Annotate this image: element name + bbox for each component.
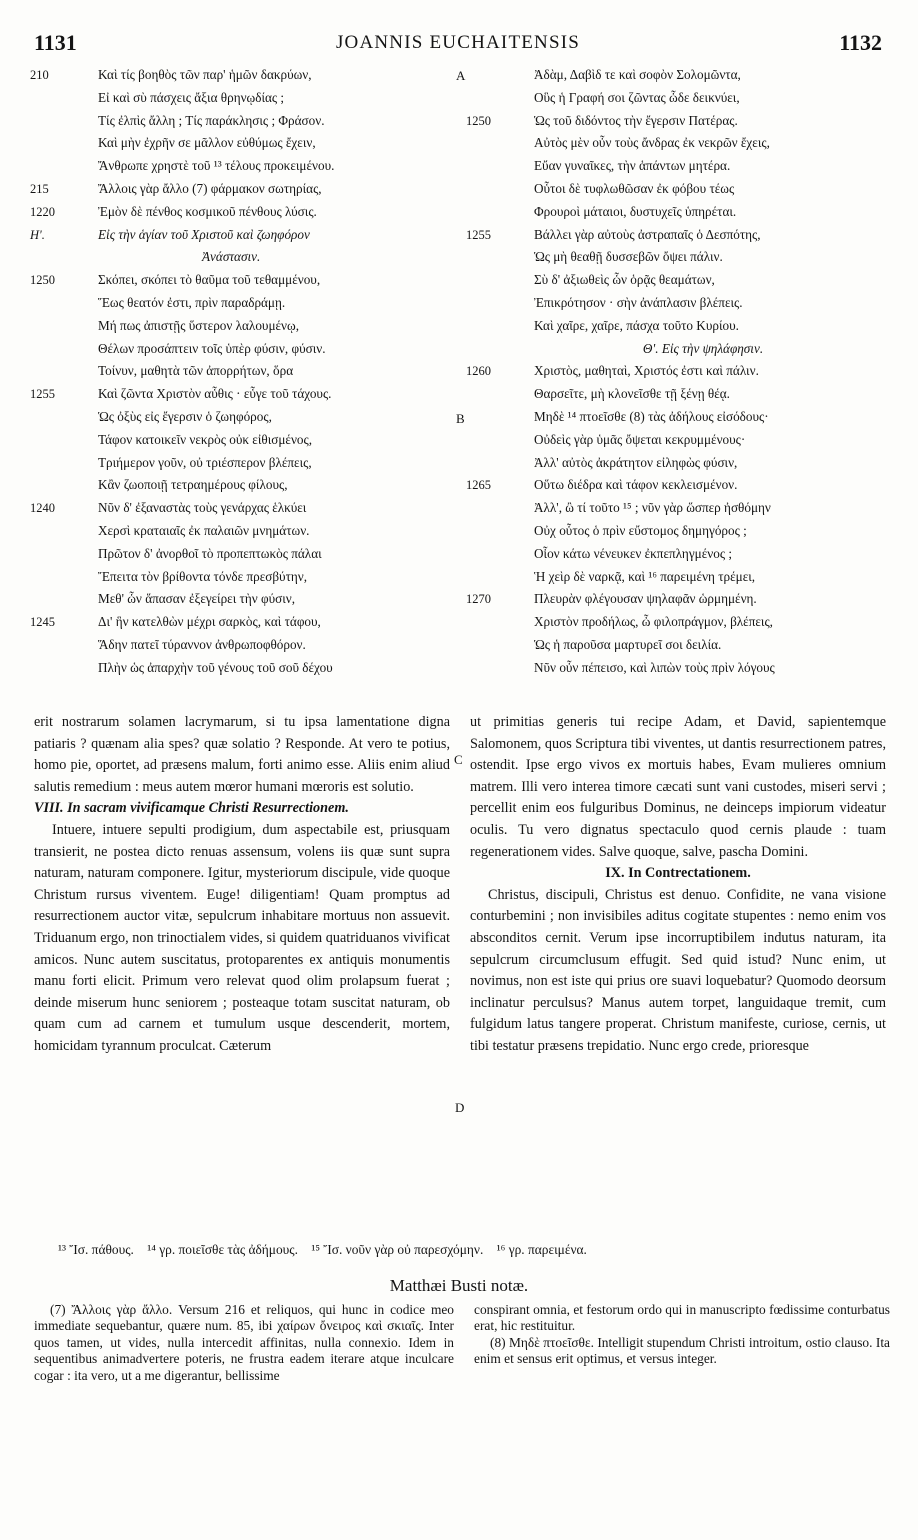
verse-text: Οὓς ἡ Γραφή σοι ζῶντας ὧδε δεικνύει, [534, 89, 740, 105]
verse-number: 1270 [466, 592, 491, 607]
verse-text: Νῦν δ' ἐξαναστὰς τοὺς γενάρχας ἑλκύει [98, 500, 307, 516]
footnotes [58, 1242, 888, 1258]
verse-text: Μηδὲ ¹⁴ πτοεῖσθε (8) τὰς ἀδήλους εἰσόδους· [534, 408, 769, 424]
column-marker-a: A [456, 68, 466, 83]
verse-line [82, 429, 452, 452]
section-heading-ix: IX. In Contrectationem. [605, 865, 751, 882]
verse-text: Ἡ χεὶρ δὲ ναρκᾷ, καὶ ¹⁶ παρειμένη τρέμει, [534, 568, 756, 584]
verse-text: Οὐδεὶς γὰρ ὑμᾶς ὄψεται κεκρυμμένους· [534, 431, 746, 447]
verse-text: Φρουροὶ μάταιοι, δυστυχεῖς ὑπηρέται. [534, 203, 737, 219]
verse-number: 1255 [30, 387, 55, 402]
verse-line [518, 520, 888, 543]
verse-number: 1240 [30, 501, 55, 516]
verse-line [82, 406, 452, 429]
verse-line [30, 269, 452, 292]
verse-line [82, 360, 452, 383]
verse-text: Εὔαν γυναῖκες, τὴν ἁπάντων μητέρα. [534, 158, 731, 174]
verse-line [82, 315, 452, 338]
verse-number: 210 [30, 68, 49, 82]
verse-line [518, 269, 888, 292]
verse-line [518, 132, 888, 155]
verse-text: Εἰς τὴν ἁγίαν τοῦ Χριστοῦ καὶ ζωηφόρον [98, 226, 310, 242]
verse-line [518, 566, 888, 589]
verse-text: Οὗτοι δὲ τυφλωθῶσαν ἐκ φόβου τέως [534, 180, 735, 196]
verse-text: Πρῶτον δ' ἀνορθοῖ τὸ προπεπτωκὸς πάλαι [98, 545, 322, 561]
verse-text: Αὐτὸς μὲν οὖν τοὺς ἄνδρας ἐκ νεκρῶν ἔχεις, [534, 135, 770, 151]
verse-line [518, 87, 888, 110]
verse-text: Μή πως ἀπιστῇς ὕστερον λαλουμένῳ, [98, 317, 299, 333]
verse-text: Τίς ἐλπὶς ἄλλη ; Τίς παράκλησις ; Φράσον. [98, 112, 325, 128]
verse-text: Πλευρὰν φλέγουσαν ψηλαφᾶν ὡρμημένη. [534, 591, 757, 607]
latin-column-left [34, 712, 450, 1058]
column-marker-c: C [454, 752, 463, 767]
verse-text: Ἄλλοις γὰρ ἄλλο (7) φάρμακον σωτηρίας, [98, 180, 322, 196]
verse-line [518, 543, 888, 566]
verse-text: Σὺ δ' ἀξιωθεὶς ὧν ὁρᾷς θεαμάτων, [534, 272, 715, 288]
verse-text: Ἀνάστασιν. [202, 249, 261, 265]
verse-text: Οὐχ οὗτος ὁ πρὶν εὔστομος δημηγόρος ; [534, 522, 747, 538]
verse-text: Ὡς ἡ παροῦσα μαρτυρεῖ σοι δειλία. [534, 636, 722, 652]
verse-text: Ὡς τοῦ διδόντος τὴν ἔγερσιν Πατέρας. [534, 112, 738, 128]
verse-text: Ἐμὸν δὲ πένθος κοσμικοῦ πένθους λύσις. [98, 203, 317, 219]
latin-paragraph: erit nostrarum solamen lacrymarum, si tu ipsa lamentatione digna patiaris ? quænam alia spes? quæ solatio ? Responde. At vero te potius, homo pie, oportet, ad præsens malum, forti animo esse. Aliis enim aliud salutis remedium : meus autem mœror humani mœroris est solutio. [34, 714, 450, 795]
verse-text: Θ'. Εἰς τὴν ψηλάφησιν. [642, 340, 764, 356]
verse-line [518, 429, 888, 452]
page-number-right: 1132 [839, 30, 882, 55]
verse-line [82, 155, 452, 178]
verse-line [82, 657, 452, 680]
verse-line [466, 588, 888, 611]
verse-text: Ἅδην πατεῖ τύραννον ἀνθρωποφθόρον. [98, 636, 306, 652]
verse-line [82, 474, 452, 497]
note-paragraph: (7) Ἄλλοις γὰρ ἄλλο. Versum 216 et reliquos, qui hunc in codice meo immediate sequebantur, quære num. 85, ibi χαίρων ὄνειρος καὶ σκιαῖς. Inter quos tamen, ut vides, nulla intercedit affinitas, nulla connexio. Idem in sequentibus animadvertere poteris, ne frustra eadem iterare atque inculcare cogar : ita vero, ut a me digerantur, bellissime [34, 1302, 454, 1383]
verse-line [518, 383, 888, 406]
page-header [34, 30, 882, 60]
running-title: JOANNIS EUCHAITENSIS [335, 32, 581, 53]
verse-text: Οὕτω διέδρα καὶ τάφον κεκλεισμένον. [534, 477, 738, 493]
verse-text: Ἀλλ', ὢ τί τοῦτο ¹⁵ ; νῦν γὰρ ὥσπερ ἠσθόμην [534, 500, 771, 516]
verse-text: Καὶ ζῶντα Χριστὸν αὖθις · εὖγε τοῦ τάχους. [98, 386, 332, 402]
verse-text: Ἕως θεατόν ἐστι, πρὶν παραδράμῃ. [98, 294, 286, 310]
verse-text: Καὶ τίς βοηθὸς τῶν παρ' ἡμῶν δακρύων, [98, 67, 312, 82]
verse-line [30, 64, 452, 87]
verse-text: Δι' ἣν κατελθὼν μέχρι σαρκὸς, καὶ τάφου, [98, 614, 321, 630]
verse-line [518, 155, 888, 178]
verse-text: Καὶ μὴν ἐχρῆν σε μᾶλλον εὐθύμως ἔχειν, [98, 135, 316, 151]
verse-line [518, 338, 888, 361]
verse-line [518, 64, 888, 87]
verse-number: 1250 [466, 113, 491, 128]
footnote: ¹⁶ γρ. παρειμένα. [496, 1242, 587, 1257]
verse-text: Πλὴν ὡς ἀπαρχὴν τοῦ γένους τοῦ σοῦ δέχου [98, 659, 333, 675]
verse-line [82, 338, 452, 361]
greek-column-left [30, 64, 452, 680]
verse-line [82, 110, 452, 133]
verse-number: 1260 [466, 364, 491, 379]
latin-column-right [470, 712, 886, 1058]
latin-paragraph: Christus, discipuli, Christus est denuo. Confidite, ne vana visione conturbemini ; non invisibiles aditus cogitate stupentes : nemo enim vos absconditos cernit. Verum ipse incorruptibilem indutus naturam, ita sepulcrum circumclusum effugit. Sed quid istud? Nunc enim, ut novimus, non est iste qui prius ore suavi loquebatur? Quomodo deorsum inclinatur perculsus? Manus autem torpet, languidaque tremit, cum fulgidum latus tangere properat. Christum manifeste, curiose, cernis, ut tibi testatur præsens trepidatio. Nunc ergo crede, prioresque [470, 886, 886, 1054]
verse-line [30, 224, 452, 247]
verse-text: Χριστὸν προδήλως, ὦ φιλοπράγμον, βλέπεις, [534, 614, 773, 630]
verse-number: 1265 [466, 478, 491, 493]
note-paragraph: conspirant omnia, et festorum ordo qui in manuscripto fœdissime conturbatus erat, hic restituitur. [474, 1302, 890, 1334]
verse-text: Ἐπικρότησον · σὴν ἀνάπλασιν βλέπεις. [534, 294, 743, 310]
verse-line [30, 611, 452, 634]
latin-paragraph: Intuere, intuere sepulti prodigium, dum aspectabile est, priusquam transierit, ne postea dicto renuas assensum, volens iis quæ sunt supra naturam, naturam componere. Igitur, mysteriorum discipule, vide quoque Christum rursus viventem. Euge! diligentiam! Quam promptus ad resurrectionem auctor vitæ, sepulcrum inhabitare mortuus non assuevit. Triduanum ergo, non trinoctialem vides, si quidem quatriduanos vivificat amicos. Nunc autem suscitatus, protoparentes ex antiquis monumentis manu forti elicit. Primum vero relevat quod olim prolapsum fuerat ; deinde miserum hunc seniorem ; posteaque totam suscitat naturam, ob quam cum ad carnem et tumulum usque descenderit, mortem, homicidam tyrannum proculcat. Cæterum [34, 821, 450, 1054]
verse-text: Σκόπει, σκόπει τὸ θαῦμα τοῦ τεθαμμένου, [98, 272, 321, 288]
verse-text: Τάφον κατοικεῖν νεκρὸς οὐκ εἰθισμένος, [98, 431, 313, 447]
verse-line [82, 588, 452, 611]
notes-column-left [34, 1302, 454, 1384]
verse-number: 1245 [30, 615, 55, 630]
footnote: ¹³ Ἴσ. πάθους. [58, 1242, 134, 1257]
footnote: ¹⁴ γρ. ποιεῖσθε τὰς ἀδήμους. [147, 1242, 298, 1257]
verse-line [466, 224, 888, 247]
verse-line [82, 566, 452, 589]
section-heading-viii: VIII. In sacram vivificamque Christi Resurrectionem. [34, 800, 349, 817]
verse-line [466, 474, 888, 497]
footnote: ¹⁵ Ἴσ. νοῦν γὰρ οὐ παρεσχόμην. [311, 1242, 484, 1257]
note-paragraph: (8) Μηδὲ πτοεῖσθε. Intelligit stupendum Christi introitum, ostio clauso. Ita enim et sensus erit optimus, et versus integer. [474, 1334, 890, 1367]
verse-number: 1250 [30, 273, 55, 288]
verse-number: 1220 [30, 204, 55, 219]
verse-line [82, 246, 452, 269]
verse-line [518, 657, 888, 680]
verse-line [518, 178, 888, 201]
verse-line [30, 383, 452, 406]
verse-text: Θέλων προσάπτειν τοῖς ὑπὲρ φύσιν, φύσιν. [98, 340, 326, 356]
verse-number: 215 [30, 181, 49, 196]
column-marker-b: B [456, 411, 465, 426]
verse-line [518, 611, 888, 634]
verse-text: Μεθ' ὧν ἅπασαν ἐξεγείρει τὴν φύσιν, [98, 591, 296, 607]
verse-text: Ὡς μὴ θεαθῇ δυσσεβῶν ὄψει πάλιν. [534, 249, 723, 265]
verse-line [82, 634, 452, 657]
verse-text: Τοίνυν, μαθητὰ τῶν ἀπορρήτων, ὅρα [98, 363, 294, 379]
verse-line [518, 634, 888, 657]
verse-text: Καὶ χαῖρε, χαῖρε, πάσχα τοῦτο Κυρίου. [534, 317, 739, 333]
verse-line [518, 497, 888, 520]
verse-line [30, 178, 452, 201]
verse-text: Ἀδὰμ, Δαβὶδ τε καὶ σοφὸν Σολομῶντα, [534, 67, 741, 82]
notes-column-right [474, 1302, 890, 1368]
verse-text: Χερσὶ κραταιαῖς ἐκ παλαιῶν μνημάτων. [98, 522, 310, 538]
verse-line [30, 497, 452, 520]
verse-line [82, 132, 452, 155]
verse-line [518, 201, 888, 224]
verse-text: Κἂν ζωοποιῇ τετραημέρους φίλους, [98, 477, 288, 493]
greek-column-right [466, 64, 888, 680]
column-marker-d: D [455, 1100, 465, 1115]
verse-line [466, 110, 888, 133]
verse-line [518, 452, 888, 475]
verse-text: Ἔπειτα τὸν βρίθοντα τόνδε πρεσβύτην, [98, 568, 308, 584]
verse-text: Βάλλει γὰρ αὐτοὺς ἀστραπαῖς ὁ Δεσπότης, [534, 226, 761, 242]
verse-text: Ἀλλ' αὐτὸς ἀκράτητον εἰληφὼς φύσιν, [534, 454, 738, 470]
verse-line [518, 292, 888, 315]
verse-number: Η'. [30, 227, 45, 242]
verse-text: Εἰ καὶ σὺ πάσχεις ἄξια θρηνῳδίας ; [98, 89, 285, 105]
latin-paragraph: ut primitias generis tui recipe Adam, et David, sapientemque Salomonem, quos Scriptura tibi viventes, ut dantis resurrectionem patres, ostendit. Ipse ergo vivos ex mortuis habes, Evam mulieres omnium matrem. Illi vero interea timore cæcati sunt vani custodes, miseri servi ; percellit enim eos fulguribus Dominus, ne deinceps impiorum videatur oculis. Tu vero dignatus spectaculo quod cernis plaude : tuam regenerationem vides. Salve quoque, salve, pascha Domini. [470, 714, 886, 860]
notes-title: Matthæi Busti notæ. [389, 1276, 529, 1295]
verse-line [82, 452, 452, 475]
verse-text: Οἷον κάτω νένευκεν ἐκπεπληγμένος ; [534, 545, 732, 561]
verse-text: Ἄνθρωπε χρηστὲ τοῦ ¹³ τέλους προκειμένου. [98, 158, 335, 174]
verse-text: Τριήμερον γοῦν, οὐ τριέσπερον βλέπεις, [98, 454, 312, 470]
page-number-left: 1131 [34, 30, 77, 55]
verse-line [466, 360, 888, 383]
verse-text: Χριστὸς, μαθηταὶ, Χριστός ἐστι καὶ πάλιν. [534, 363, 759, 379]
verse-text: Νῦν οὖν πέπεισο, καὶ λιπὼν τοὺς πρὶν λόγους [534, 659, 775, 675]
verse-line [518, 406, 888, 429]
verse-line [82, 520, 452, 543]
verse-line [82, 87, 452, 110]
verse-line [30, 201, 452, 224]
verse-line [82, 543, 452, 566]
verse-line [518, 246, 888, 269]
verse-line [518, 315, 888, 338]
verse-text: Ὡς ὀξὺς εἰς ἔγερσιν ὁ ζωηφόρος, [98, 408, 272, 424]
verse-line [82, 292, 452, 315]
verse-number: 1255 [466, 227, 491, 242]
verse-text: Θαρσεῖτε, μὴ κλονεῖσθε τῇ ξένῃ θέᾳ. [534, 386, 730, 402]
